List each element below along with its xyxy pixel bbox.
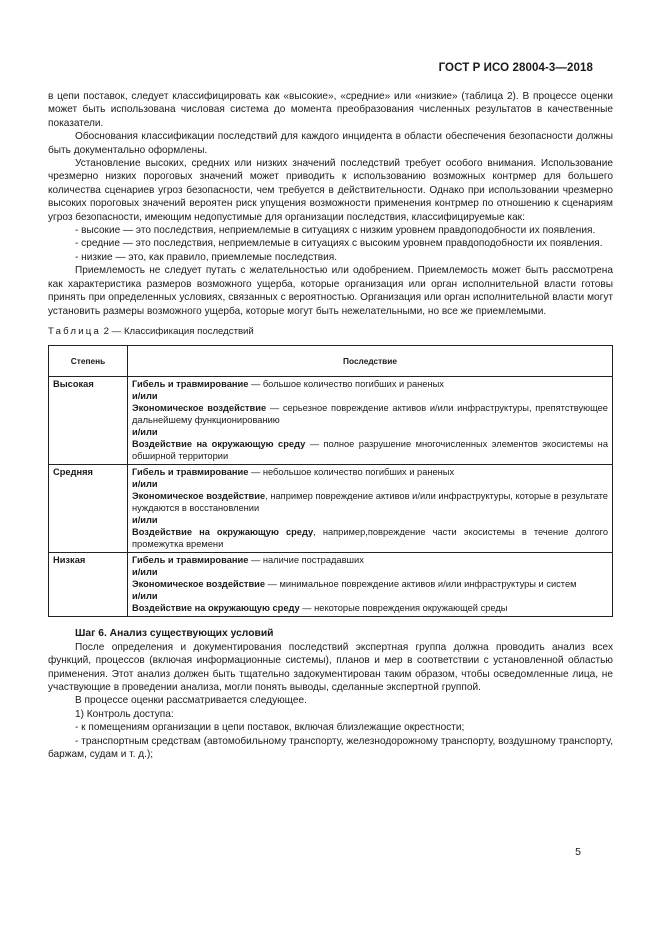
degree-cell: Высокая <box>49 377 128 465</box>
table-row <box>49 377 613 465</box>
consequence-line <box>132 578 608 590</box>
consequence-category: Экономическое воздействие <box>132 403 267 414</box>
consequence-category: Гибель и травмирование <box>132 467 249 478</box>
list-item: - к помещениям организации в цепи поставок, включая близлежащие окрестности; <box>75 722 465 734</box>
paragraph: Обоснования классификации последствий для каждого инцидента в области обеспечения безопасности должны быть документально оформлены. <box>48 131 613 156</box>
consequence-category: и/или <box>132 591 158 602</box>
consequence-description: — минимальное повреждение активов и/или инфраструктуры и систем <box>265 579 577 590</box>
consequence-category: Воздействие на окружающую среду <box>132 439 306 450</box>
paragraph: в цепи поставок, следует классифицировать как «высокие», «средние» или «низкие» (таблица 2). В процессе оценки может быть использована числовая система до момента преобразования численных результатов в качественные показатели. <box>48 91 613 129</box>
table-caption-text: 2 — Классификация последствий <box>101 325 254 337</box>
consequence-category: Гибель и травмирование <box>132 555 249 566</box>
consequence-cell <box>128 465 613 553</box>
step6-paragraphs <box>48 641 613 762</box>
consequence-line <box>132 602 608 614</box>
consequence-line <box>132 514 608 526</box>
page-body <box>48 90 613 761</box>
consequence-category: Экономическое воздействие <box>132 579 266 590</box>
consequence-category: Воздействие на окружающую среду <box>132 527 314 538</box>
table-row <box>49 553 613 617</box>
consequence-line <box>132 390 608 402</box>
table-header-row <box>49 346 613 377</box>
paragraph: - средние — это последствия, неприемлемые в ситуациях с высоким уровнем правдоподобности их появления. <box>75 238 603 250</box>
consequence-cell <box>128 377 613 465</box>
paragraph: В процессе оценки рассматривается следующее. <box>75 695 307 707</box>
document-header: ГОСТ Р ИСО 28004-3—2018 <box>438 62 593 74</box>
consequence-line <box>132 378 608 390</box>
top-paragraphs <box>48 90 613 318</box>
consequence-line <box>132 438 608 462</box>
consequence-line <box>132 566 608 578</box>
consequence-category: и/или <box>132 479 158 490</box>
table-caption-prefix: Таблица <box>48 325 102 337</box>
consequence-cell <box>128 553 613 617</box>
consequence-line <box>132 490 608 514</box>
paragraph: Установление высоких, средних или низких значений последствий требует особого внимания. Использование чрезмерно низких пороговых значений может приводить к использованию возможных контрмер для большего количества сценариев угроз безопасности, чем требуется в действительности. Однако при использовании чрезмерно высоких пороговых значений вероятен риск упущения возможности применения контрмер по отношению к сценариям угроз безопасности, имеющим недопустимые для организации последствия, классифицируемые как: <box>48 158 613 223</box>
consequence-line <box>132 554 608 566</box>
paragraph: - низкие — это, как правило, приемлемые последствия. <box>75 251 338 263</box>
consequence-category: и/или <box>132 391 158 402</box>
consequence-line <box>132 590 608 602</box>
consequence-category: и/или <box>132 567 158 578</box>
list-item: - транспортным средствам (автомобильному транспорту, железнодорожному транспорту, воздушному транспорту, баржам, судам и т. д.); <box>48 735 613 760</box>
consequence-category: и/или <box>132 427 158 438</box>
table-caption <box>48 325 613 338</box>
degree-cell: Средняя <box>49 465 128 553</box>
paragraph: После определения и документирования последствий экспертная группа должна проводить анализ всех функций, процессов (включая информационные системы), планов и мер в соответствии с установленной областью применения. Этот анализ должен быть тщательно задокументирован таким образом, чтобы осведомленные лица, не участвующие в проведении анализа, могли понять выводы, сделанные экспертной группой. <box>48 641 613 693</box>
step6-title: Шаг 6. Анализ существующих условий <box>75 628 274 640</box>
consequence-category: и/или <box>132 515 158 526</box>
column-header-degree: Степень <box>49 346 128 377</box>
column-header-consequence: Последствие <box>128 346 613 377</box>
consequence-description: — наличие пострадавших <box>248 555 364 566</box>
consequence-line <box>132 466 608 478</box>
list-item: 1) Контроль доступа: <box>75 708 174 720</box>
consequence-category: Воздействие на окружающую среду <box>132 603 300 614</box>
consequence-description: , например,повреждение части экосистемы в течение долгого промежутка времени <box>132 527 608 550</box>
paragraph: Приемлемость не следует путать с желательностью или одобрением. Приемлемость может быть рассмотрена как характеристика размеров возможного ущерба, которые организация или орган исполнительной власти готовы принять при определенных условиях, связанных с вероятностью. Организация или орган исполнительной власти могут установить размеры возможного ущерба, которые могут быть нежелательными, но все же приемлемыми. <box>48 265 613 317</box>
consequence-category: Гибель и травмирование <box>132 379 249 390</box>
consequence-line <box>132 426 608 438</box>
paragraph: - высокие — это последствия, неприемлемые в ситуациях с низким уровнем правдоподобности их появления. <box>75 225 596 237</box>
page-number: 5 <box>575 846 581 858</box>
table-row <box>49 465 613 553</box>
consequences-table <box>48 345 613 617</box>
consequence-description: , например повреждение активов и/или инфраструктуры, которые в результате нуждаются в восстановлении <box>132 491 608 514</box>
table-body <box>49 377 613 617</box>
consequence-description: — полное разрушение многочисленных элементов экосистемы на обширной территории <box>132 439 608 462</box>
degree-cell: Низкая <box>49 553 128 617</box>
consequence-description: — серьезное повреждение активов и/или инфраструктуры, препятствующее дальнейшему функционированию <box>132 403 608 426</box>
consequence-line <box>132 526 608 550</box>
consequence-category: Экономическое воздействие <box>132 491 266 502</box>
consequence-description: — большое количество погибших и раненых <box>248 379 444 390</box>
consequence-description: — небольшое количество погибших и раненых <box>248 467 455 478</box>
consequence-line <box>132 402 608 426</box>
consequence-line <box>132 478 608 490</box>
consequence-description: — некоторые повреждения окружающей среды <box>299 603 508 614</box>
